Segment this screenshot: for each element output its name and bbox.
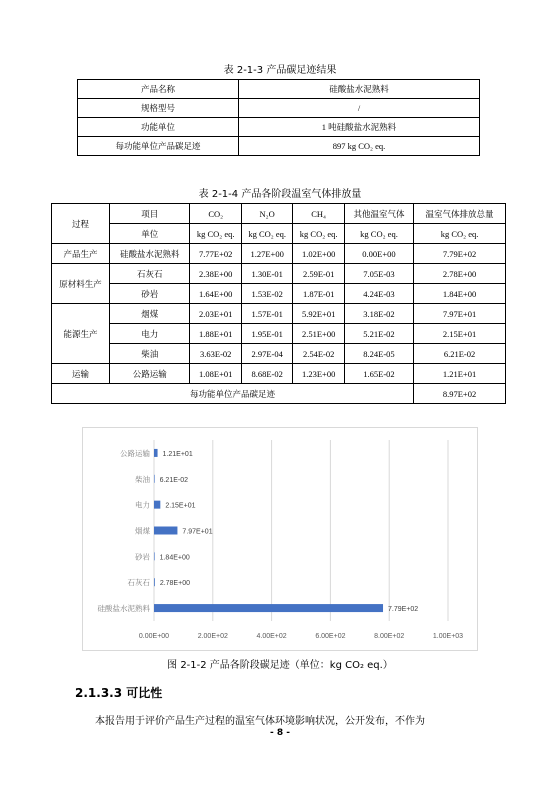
- value-cell: 1.53E-02: [241, 284, 292, 304]
- gas-header: CO₂: [190, 204, 241, 224]
- x-tick-label: 0.00E+00: [138, 633, 170, 640]
- value-cell: 2.54E-02: [293, 344, 344, 364]
- page-number: - 8 -: [270, 728, 290, 738]
- value-cell: 2.51E+00: [293, 324, 344, 344]
- data-label: 1.84E+00: [159, 554, 190, 562]
- table-row: [52, 364, 506, 384]
- unit-cell: kg CO₂ eq.: [414, 224, 506, 244]
- process-cell: 运输: [52, 364, 110, 384]
- data-label: 2.15E+01: [165, 502, 196, 510]
- category-label: 石灰石: [127, 578, 150, 588]
- value-cell: 1.08E+01: [190, 364, 241, 384]
- stage-emissions-table: [51, 203, 506, 404]
- value-cell: 1.02E+00: [293, 244, 344, 264]
- value-cell: 1.57E-01: [241, 304, 292, 324]
- x-tick-label: 8.00E+02: [374, 633, 405, 640]
- bar: [154, 578, 155, 586]
- table-row: [52, 244, 506, 264]
- table-row: [52, 264, 506, 284]
- value-cell: 3.18E-02: [344, 304, 413, 324]
- table-row: [52, 324, 506, 344]
- table-row: [52, 304, 506, 324]
- item-cell: 烟煤: [109, 304, 190, 324]
- value-cell: 1.27E+00: [241, 244, 292, 264]
- value-cell: 1.64E+00: [190, 284, 241, 304]
- row-label: 每功能单位产品碳足迹: [78, 137, 239, 156]
- category-label: 砂岩: [135, 552, 150, 562]
- table-row: [52, 344, 506, 364]
- footer-label: 每功能单位产品碳足迹: [52, 384, 414, 404]
- value-cell: 1.95E-01: [241, 324, 292, 344]
- gas-header: CH₄: [293, 204, 344, 224]
- table-row: [78, 137, 480, 156]
- bar: [154, 449, 158, 457]
- value-cell: 1.30E-01: [241, 264, 292, 284]
- gas-header: 温室气体排放总量: [414, 204, 506, 224]
- value-cell: 5.21E-02: [344, 324, 413, 344]
- data-label: 6.21E-02: [159, 476, 189, 484]
- category-label: 公路运输: [120, 448, 150, 458]
- value-cell: 0.00E+00: [344, 244, 413, 264]
- value-cell: 8.68E-02: [241, 364, 292, 384]
- item-cell: 柴油: [109, 344, 190, 364]
- process-cell: 能源生产: [52, 304, 110, 364]
- value-cell: 3.63E-02: [190, 344, 241, 364]
- value-cell: 8.24E-05: [344, 344, 413, 364]
- value-cell: 6.21E-02: [414, 344, 506, 364]
- bar: [154, 604, 383, 612]
- item-cell: 石灰石: [109, 264, 190, 284]
- item-cell: 电力: [109, 324, 190, 344]
- value-cell: 1.65E-02: [344, 364, 413, 384]
- body-paragraph: 本报告用于评价产品生产过程的温室气体环境影响状况，公开发布，不作为: [95, 716, 425, 727]
- section-heading: 2.1.3.3 可比性: [75, 686, 163, 700]
- unit-cell: kg CO₂ eq.: [293, 224, 344, 244]
- bar: [154, 501, 160, 509]
- gas-header: 其他温室气体: [344, 204, 413, 224]
- value-cell: 1.87E-01: [293, 284, 344, 304]
- stage-footprint-chart: [82, 427, 478, 651]
- value-cell: 2.03E+01: [190, 304, 241, 324]
- table2-caption: 表 2-1-4 产品各阶段温室气体排放量: [198, 189, 362, 200]
- table-row: [78, 80, 480, 99]
- row-label: 产品名称: [78, 80, 239, 99]
- row-value: 897 kg CO₂ eq.: [239, 137, 480, 156]
- item-cell: 硅酸盐水泥熟料: [109, 244, 190, 264]
- category-label: 电力: [135, 500, 150, 510]
- figure-caption: 图 2-1-2 产品各阶段碳足迹（单位：kg CO₂ eq.）: [167, 660, 393, 671]
- value-cell: 7.05E-03: [344, 264, 413, 284]
- bar: [154, 527, 177, 535]
- data-label: 1.21E+01: [162, 450, 193, 458]
- table-row: [78, 118, 480, 137]
- value-cell: 2.15E+01: [414, 324, 506, 344]
- value-cell: 7.97E+01: [414, 304, 506, 324]
- row-value: /: [239, 99, 480, 118]
- value-cell: 4.24E-03: [344, 284, 413, 304]
- x-tick-label: 1.00E+03: [432, 633, 464, 640]
- row-label: 规格型号: [78, 99, 239, 118]
- process-cell: 原材料生产: [52, 264, 110, 304]
- data-label: 2.78E+00: [159, 580, 190, 588]
- gas-header: N₂O: [241, 204, 292, 224]
- header-row: [52, 204, 506, 224]
- value-cell: 2.97E-04: [241, 344, 292, 364]
- value-cell: 7.77E+02: [190, 244, 241, 264]
- x-tick-label: 6.00E+02: [315, 633, 346, 640]
- data-label: 7.97E+01: [182, 528, 213, 536]
- value-cell: 2.59E-01: [293, 264, 344, 284]
- unit-cell: kg CO₂ eq.: [241, 224, 292, 244]
- table-row: [52, 284, 506, 304]
- value-cell: 1.21E+01: [414, 364, 506, 384]
- value-cell: 2.78E+00: [414, 264, 506, 284]
- unit-label: 单位: [109, 224, 190, 244]
- footer-value: 8.97E+02: [414, 384, 506, 404]
- process-header: 过程: [52, 204, 110, 244]
- value-cell: 7.79E+02: [414, 244, 506, 264]
- row-label: 功能单位: [78, 118, 239, 137]
- bar: [154, 552, 155, 560]
- value-cell: 1.23E+00: [293, 364, 344, 384]
- row-value: 1 吨硅酸盐水泥熟料: [239, 118, 480, 137]
- table1-caption: 表 2-1-3 产品碳足迹结果: [223, 65, 337, 76]
- table-row: [78, 99, 480, 118]
- data-label: 7.79E+02: [388, 606, 419, 614]
- row-value: 硅酸盐水泥熟料: [239, 80, 480, 99]
- unit-cell: kg CO₂ eq.: [344, 224, 413, 244]
- process-cell: 产品生产: [52, 244, 110, 264]
- category-label: 硅酸盐水泥熟料: [97, 604, 150, 614]
- value-cell: 1.88E+01: [190, 324, 241, 344]
- unit-cell: kg CO₂ eq.: [190, 224, 241, 244]
- item-header: 项目: [109, 204, 190, 224]
- value-cell: 2.38E+00: [190, 264, 241, 284]
- bar: [154, 475, 155, 483]
- item-cell: 砂岩: [109, 284, 190, 304]
- item-cell: 公路运输: [109, 364, 190, 384]
- value-cell: 1.84E+00: [414, 284, 506, 304]
- category-label: 烟煤: [135, 526, 150, 536]
- category-label: 柴油: [135, 474, 150, 484]
- unit-row: [52, 224, 506, 244]
- x-tick-label: 2.00E+02: [197, 633, 228, 640]
- value-cell: 5.92E+01: [293, 304, 344, 324]
- chart-svg: [83, 428, 477, 650]
- carbon-footprint-result-table: [77, 79, 480, 156]
- footer-row: [52, 384, 506, 404]
- x-tick-label: 4.00E+02: [256, 633, 287, 640]
